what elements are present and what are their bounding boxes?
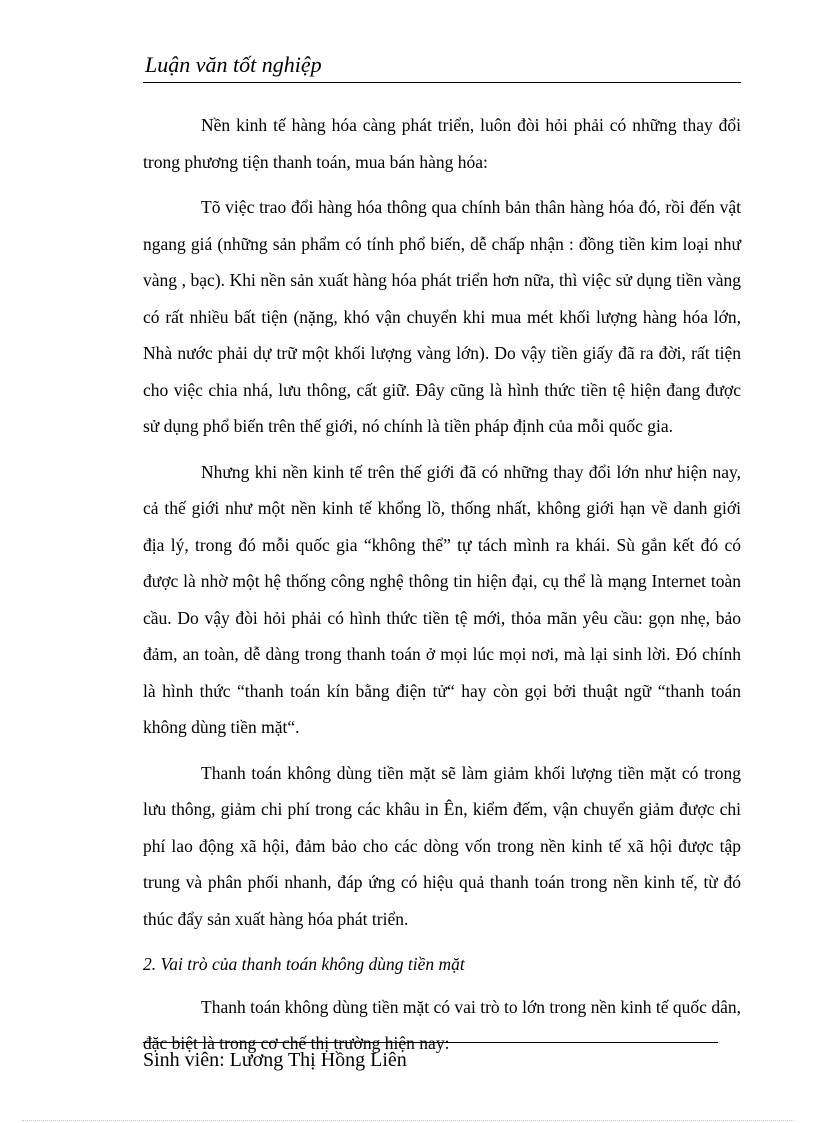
page-edge-divider [22,1120,794,1121]
header-title: Luận văn tốt nghiệp [145,52,322,77]
page-header [143,48,741,83]
paragraph-intro: Nền kinh tế hàng hóa càng phát triển, luôn đòi hỏi phải có những thay đổi trong phương tiện thanh toán, mua bán hàng hóa: [143,115,741,172]
page-footer [143,1042,718,1071]
paragraph-benefits: Thanh toán không dùng tiền mặt sẽ làm giảm khối lượng tiền mặt có trong lưu thông, giảm chi phí trong các khâu in Ên, kiểm đếm, vận chuyển giảm được chi phí lao động xã hội, đảm bảo cho các dòng vốn trong nền kinh tế xã hội được tập trung và phân phối nhanh, đáp ứng có hiệu quả thanh toán trong nền kinh tế, từ đó thúc đẩy sản xuất hàng hóa phát triển. [143,762,741,929]
paragraph-role: Thanh toán không dùng tiền mặt có vai trò to lớn trong nền kinh tế quốc dân, đặc biệt là trong cơ chế thị trường hiện nay: [143,996,741,1053]
paragraph-globalization: Nhưng khi nền kinh tế trên thế giới đã có những thay đổi lớn như hiện nay, cả thế giới như một nền kinh tế khổng lồ, thống nhất, không giới hạn về danh giới địa lý, trong đó mỗi quốc gia “không thể” tự tách mình ra khái. Sù gắn kết đó có được là nhờ một hệ thống công nghệ thông tin hiện đại, cụ thể là mạng Internet toàn cầu. Do vậy đòi hỏi phải có hình thức tiền tệ mới, thỏa mãn yêu cầu: gọn nhẹ, bảo đảm, an toàn, dễ dàng trong thanh toán ở mọi lúc mọi nơi, mà lại sinh lời. Đó chính là hình thức “thanh toán kín bằng điện tử“ hay còn gọi bởi thuật ngữ “thanh toán không dùng tiền mặt“. [143,461,741,737]
footer-author: Sinh viên: Lương Thị Hồng Liên [143,1049,407,1071]
section-heading: 2. Vai trò của thanh toán không dùng tiền mặt [143,954,465,974]
paragraph-history: Tõ việc trao đổi hàng hóa thông qua chính bản thân hàng hóa đó, rồi đến vật ngang giá (những sản phẩm có tính phổ biến, dễ chấp nhận : đồng tiền kim loại như vàng , bạc). Khi nền sản xuất hàng hóa phát triển hơn nữa, thì việc sử dụng tiền vàng có rất nhiều bất tiện (nặng, khó vận chuyển khi mua mét khối lượng hàng hóa lớn, Nhà nước phải dự trữ một khối lượng vàng lớn). Do vậy tiền giấy đã ra đời, rất tiện cho việc chia nhá, lưu thông, cất giữ. Đây cũng là hình thức tiền tệ hiện đang được sử dụng phổ biến trên thế giới, nó chính là tiền pháp định của mỗi quốc gia. [143,197,741,436]
document-body [143,107,741,1071]
